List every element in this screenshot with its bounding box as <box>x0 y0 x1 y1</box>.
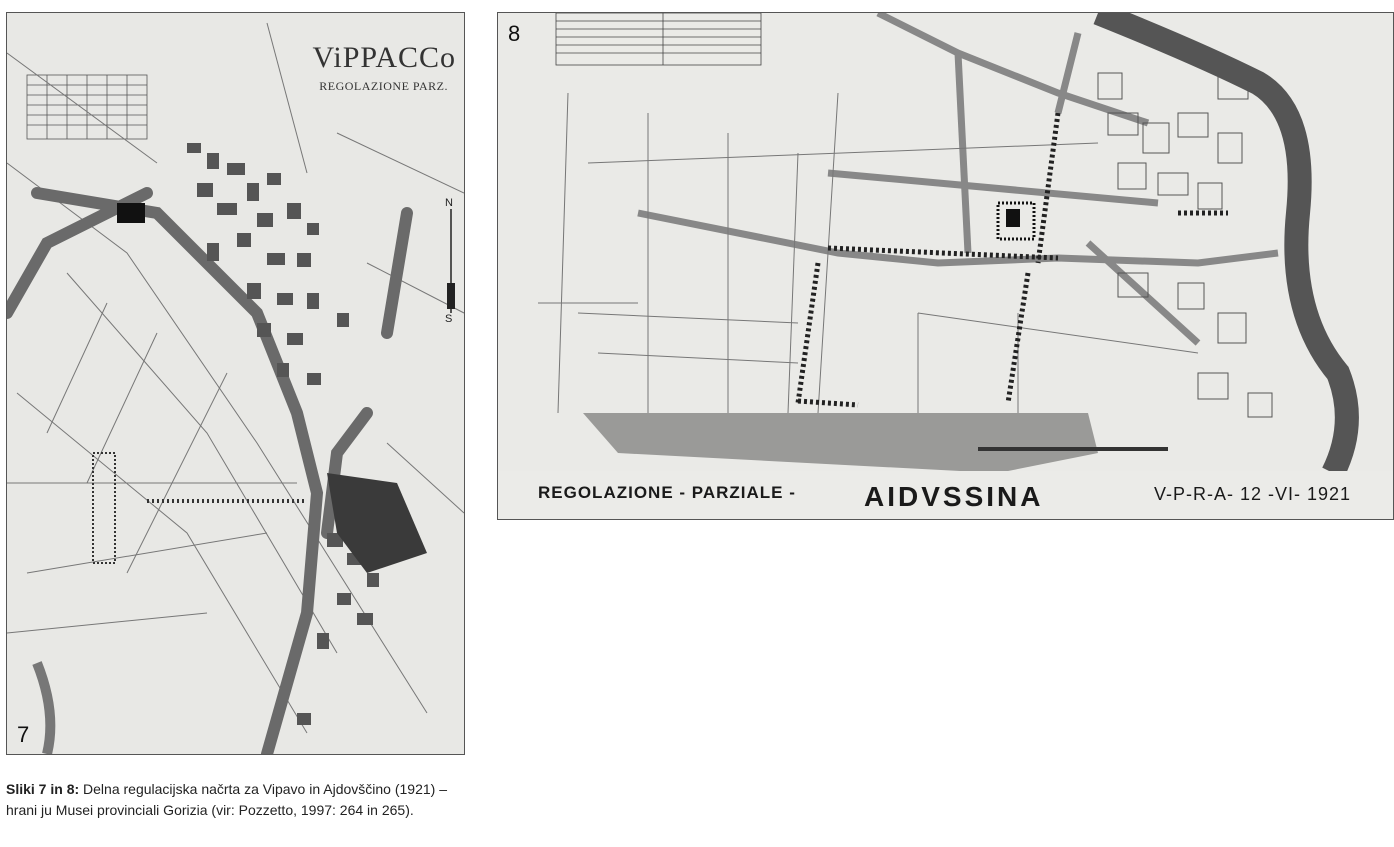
figure-number-8: 8 <box>508 21 521 46</box>
compass-south-label: S <box>445 313 453 325</box>
caption-label: Sliki 7 in 8: <box>6 781 80 797</box>
ajdovscina-map-drawing <box>498 13 1393 519</box>
caption-text-2: hrani ju Musei provinciali Gorizia (vir: Pozzetto, 1997: 264 in 265). <box>6 802 414 818</box>
map-title-aidussina: AIDVSSINA <box>864 481 1044 512</box>
church-building <box>1006 209 1020 227</box>
caption-line-1 <box>6 779 476 800</box>
figure-number-7: 7 <box>17 722 30 747</box>
figure-8-map <box>497 12 1394 520</box>
vipava-map-drawing <box>7 13 464 754</box>
map-label-regolazione: REGOLAZIONE - PARZIALE - <box>538 483 796 502</box>
caption-text-1: Delna regulacijska načrta za Vipavo in Ajdovščino (1921) – <box>79 781 447 797</box>
figure-caption <box>6 779 476 821</box>
map-date-label: V-P-R-A- 12 -VI- 1921 <box>1154 484 1352 504</box>
compass-north-label: N <box>445 197 453 209</box>
map-title-vipava: ViPPACCo <box>312 41 456 74</box>
figure-7-map <box>6 12 465 755</box>
map-subtitle: REGOLAZIONE PARZ. <box>319 79 448 93</box>
